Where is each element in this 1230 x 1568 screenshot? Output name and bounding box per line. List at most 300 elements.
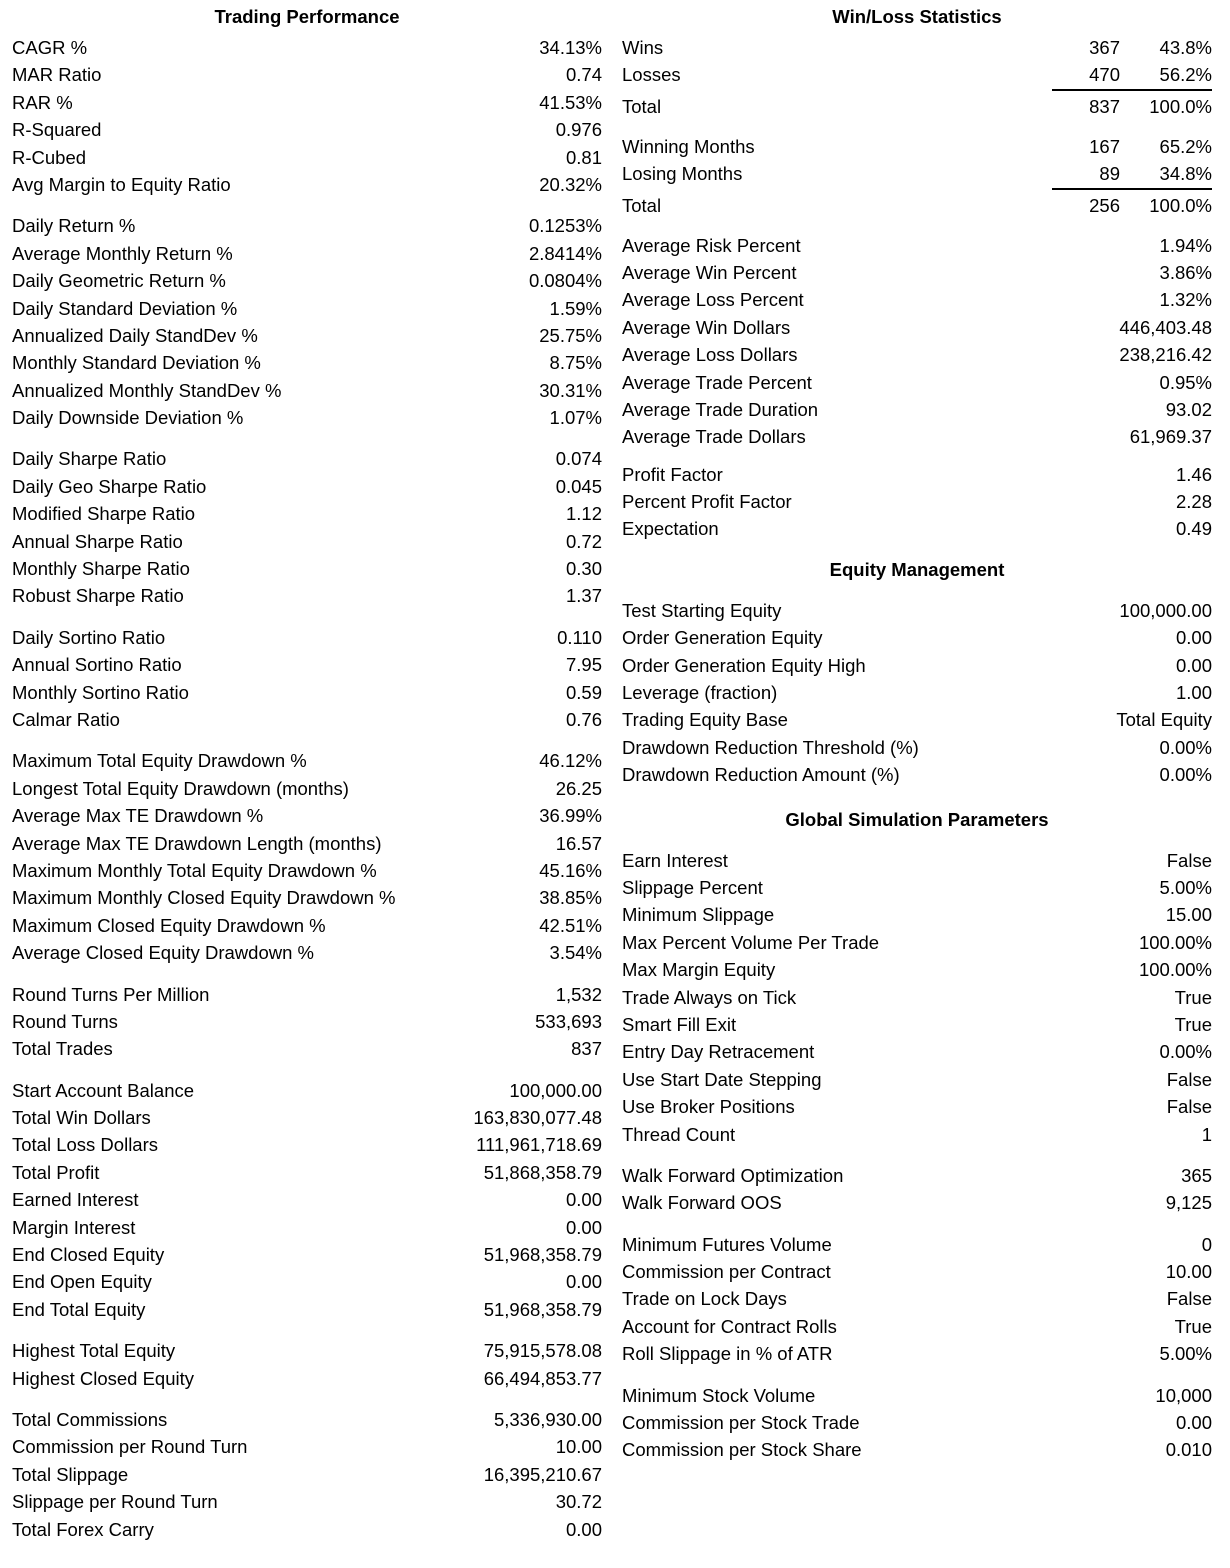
count-number: 470: [1089, 64, 1120, 86]
stat-value: 1.00: [1175, 682, 1212, 704]
stat-row: [12, 706, 602, 733]
stat-label: Daily Standard Deviation %: [12, 297, 238, 319]
stat-row: [622, 761, 1212, 788]
stat-row: [12, 295, 602, 322]
count-row: [622, 133, 1212, 160]
stat-value: 51,968,358.79: [483, 1298, 602, 1320]
stat-label: Commission per Stock Trade: [622, 1412, 860, 1434]
stat-value: 75,915,578.08: [483, 1340, 602, 1362]
stat-row: [622, 652, 1212, 679]
stat-value: 2.28: [1175, 491, 1212, 513]
stat-row: [12, 775, 602, 802]
stat-value: 0.00: [565, 1216, 602, 1238]
stat-value: 163,830,077.48: [473, 1107, 602, 1129]
stat-label: Leverage (fraction): [622, 682, 778, 704]
stat-row: [12, 240, 602, 267]
equity-management-body: [622, 587, 1212, 789]
stat-label: Annualized Daily StandDev %: [12, 324, 258, 346]
count-percent: 65.2%: [1159, 135, 1212, 157]
stat-value: 0.00: [565, 1518, 602, 1540]
count-number: 367: [1089, 37, 1120, 58]
stat-row: [12, 1008, 602, 1035]
stat-value: 9,125: [1165, 1192, 1212, 1214]
stat-value: 0.76: [565, 708, 602, 730]
stat-value: 38.85%: [539, 887, 602, 909]
stat-label: Total Slippage: [12, 1463, 129, 1485]
equity-management-title: Equity Management: [829, 558, 1005, 580]
stat-row: [622, 1285, 1212, 1312]
stat-label: Slippage Percent: [622, 876, 763, 898]
stat-label: Slippage per Round Turn: [12, 1491, 218, 1513]
stat-label: RAR %: [12, 91, 73, 113]
stat-label: Percent Profit Factor: [622, 491, 792, 513]
stat-label: Commission per Contract: [622, 1261, 831, 1283]
stat-row: [622, 1189, 1212, 1216]
stat-label: Order Generation Equity: [622, 627, 823, 649]
stat-row: [12, 1241, 602, 1268]
stat-value: 41.53%: [539, 91, 602, 113]
stat-value: 446,403.48: [1119, 316, 1212, 338]
stat-row: [12, 404, 602, 431]
stat-value: 0.49: [1175, 518, 1212, 540]
stat-row: [622, 1340, 1212, 1367]
stat-label: Average Trade Duration: [622, 398, 819, 420]
stat-label: Calmar Ratio: [12, 708, 120, 730]
stat-row: [622, 734, 1212, 761]
trading-performance-panel: [12, 0, 602, 1543]
count-number: 256: [1089, 194, 1120, 216]
stat-row: [12, 528, 602, 555]
stat-value: 42.51%: [539, 914, 602, 936]
stat-value: 5.00%: [1159, 1343, 1212, 1365]
stat-value: 16,395,210.67: [483, 1463, 602, 1485]
stat-label: Total Commissions: [12, 1408, 168, 1430]
stat-row: [622, 1382, 1212, 1409]
stat-label: Average Win Percent: [622, 261, 797, 283]
stat-label: Drawdown Reduction Threshold (%): [622, 736, 919, 758]
stat-row: [622, 314, 1212, 341]
stat-label: Average Loss Dollars: [622, 344, 798, 366]
stat-value: 10,000: [1155, 1384, 1212, 1406]
stat-label: MAR Ratio: [12, 64, 102, 86]
stat-label: Total Win Dollars: [12, 1107, 151, 1129]
stat-row: [12, 445, 602, 472]
stat-label: Expectation: [622, 518, 719, 540]
stat-row: [622, 874, 1212, 901]
stat-label: Drawdown Reduction Amount (%): [622, 764, 900, 786]
right-panel: [622, 0, 1212, 1464]
stat-value: 45.16%: [539, 859, 602, 881]
stat-row: [622, 1066, 1212, 1093]
stat-row: [12, 1268, 602, 1295]
stat-value: 7.95: [565, 654, 602, 676]
stat-value: 0.045: [555, 475, 602, 497]
stat-value: 2.8414%: [528, 242, 602, 264]
stat-label: Monthly Sharpe Ratio: [12, 558, 190, 580]
stat-label: CAGR %: [12, 37, 88, 58]
stat-value: 0.00: [565, 1271, 602, 1293]
stat-value: 0.00: [1175, 654, 1212, 676]
stat-label: Highest Total Equity: [12, 1340, 176, 1362]
stat-value: 51,868,358.79: [483, 1161, 602, 1183]
count-row: [622, 91, 1212, 123]
stat-label: Commission per Stock Share: [622, 1439, 862, 1461]
count-percent: 56.2%: [1159, 64, 1212, 86]
stat-value: 0.00: [1175, 1412, 1212, 1434]
stat-row: [12, 679, 602, 706]
stat-row: [622, 679, 1212, 706]
stat-label: Minimum Stock Volume: [622, 1384, 816, 1406]
stat-row: [622, 1011, 1212, 1038]
stat-row: [622, 847, 1212, 874]
stat-row: [622, 259, 1212, 286]
stat-label: Total Profit: [12, 1161, 100, 1183]
count-number: 89: [1099, 163, 1120, 185]
stat-label: Average Max TE Drawdown %: [12, 805, 264, 827]
stat-label: Annual Sortino Ratio: [12, 654, 182, 676]
stat-value: 0.74: [565, 64, 602, 86]
stat-row: [622, 956, 1212, 983]
stat-value: 34.13%: [539, 37, 602, 58]
stat-row: [12, 1516, 602, 1543]
global-sim-title: Global Simulation Parameters: [785, 808, 1049, 830]
stat-label: Monthly Sortino Ratio: [12, 681, 189, 703]
stat-value: 10.00: [555, 1436, 602, 1458]
stat-value: 30.72: [555, 1491, 602, 1513]
stat-row: [12, 651, 602, 678]
stat-value: 238,216.42: [1119, 344, 1212, 366]
stat-row: [622, 461, 1212, 488]
stat-row: [622, 1038, 1212, 1065]
count-values: [1052, 34, 1212, 61]
count-values: [1052, 160, 1212, 187]
stat-label: Daily Geometric Return %: [12, 270, 226, 292]
stat-value: 1.46: [1175, 463, 1212, 485]
stat-row: [622, 901, 1212, 928]
stat-row: [622, 1436, 1212, 1463]
stat-value: False: [1166, 1288, 1212, 1310]
stat-value: True: [1174, 1315, 1212, 1337]
stat-row: [12, 830, 602, 857]
stat-label: End Open Equity: [12, 1271, 152, 1293]
count-row: [622, 190, 1212, 222]
stat-label: Daily Sortino Ratio: [12, 626, 166, 648]
stat-row: [622, 1121, 1212, 1148]
stat-label: Minimum Slippage: [622, 904, 775, 926]
stat-label: Thread Count: [622, 1123, 736, 1145]
stat-label: Order Generation Equity High: [622, 654, 866, 676]
stat-value: True: [1174, 1013, 1212, 1035]
stat-value: 0.95%: [1159, 371, 1212, 393]
stat-value: 1.59%: [549, 297, 602, 319]
stat-label: Max Margin Equity: [622, 959, 776, 981]
count-values: [1052, 91, 1212, 123]
stat-value: 111,961,718.69: [476, 1134, 602, 1156]
stat-value: 533,693: [535, 1010, 602, 1032]
stat-value: 10.00: [1165, 1261, 1212, 1283]
stat-label: Monthly Standard Deviation %: [12, 352, 261, 374]
stat-label: Trading Equity Base: [622, 709, 788, 731]
count-percent: 100.0%: [1149, 95, 1212, 117]
stat-value: 837: [571, 1038, 602, 1060]
stat-value: 0: [1201, 1233, 1212, 1255]
stat-row: [12, 1337, 602, 1364]
stat-value: 1,532: [555, 983, 602, 1005]
stat-row: [622, 396, 1212, 423]
stat-value: 1.94%: [1159, 234, 1212, 256]
stat-value: 0.00%: [1159, 736, 1212, 758]
stat-value: 100.00%: [1138, 931, 1212, 953]
stat-value: 0.110: [557, 626, 602, 648]
count-row: [622, 61, 1212, 88]
stat-row: [12, 212, 602, 239]
stat-row: [12, 1159, 602, 1186]
stat-row: [12, 1214, 602, 1241]
stat-row: [622, 624, 1212, 651]
stat-value: 0.59: [565, 681, 602, 703]
stat-row: [622, 929, 1212, 956]
stat-row: [12, 1077, 602, 1104]
count-label: Losses: [622, 64, 681, 86]
stat-row: [12, 500, 602, 527]
stat-row: [12, 377, 602, 404]
stat-label: Max Percent Volume Per Trade: [622, 931, 880, 953]
stat-row: [12, 582, 602, 609]
stat-row: [622, 597, 1212, 624]
stat-value: 1: [1201, 1123, 1212, 1145]
stat-row: [12, 1406, 602, 1433]
stat-value: 0.0804%: [528, 270, 602, 292]
stat-label: Longest Total Equity Drawdown (months): [12, 777, 349, 799]
stat-row: [12, 884, 602, 911]
stat-label: Annualized Monthly StandDev %: [12, 379, 282, 401]
stat-row: [12, 555, 602, 582]
stat-row: [12, 857, 602, 884]
stat-row: [12, 267, 602, 294]
stat-value: 15.00: [1165, 904, 1212, 926]
win-loss-body: [622, 34, 1212, 543]
stat-row: [12, 1365, 602, 1392]
count-values: [1052, 190, 1212, 222]
stat-value: 0.074: [555, 448, 602, 470]
stat-row: [12, 1433, 602, 1460]
stat-label: Profit Factor: [622, 463, 723, 485]
stat-label: Average Closed Equity Drawdown %: [12, 942, 314, 964]
stat-label: Walk Forward OOS: [622, 1192, 782, 1214]
stat-label: Test Starting Equity: [622, 599, 782, 621]
stat-value: 0.00%: [1159, 764, 1212, 786]
stat-row: [622, 423, 1212, 450]
stat-value: 51,968,358.79: [483, 1244, 602, 1266]
stat-row: [622, 286, 1212, 313]
stat-label: Daily Geo Sharpe Ratio: [12, 475, 207, 497]
stat-label: Margin Interest: [12, 1216, 136, 1238]
stat-value: 93.02: [1165, 398, 1212, 420]
stat-row: [622, 1231, 1212, 1258]
stat-value: 1.12: [565, 503, 602, 525]
stat-value: True: [1174, 986, 1212, 1008]
stat-value: 3.86%: [1159, 261, 1212, 283]
stat-value: 61,969.37: [1129, 426, 1212, 448]
count-number: 837: [1089, 95, 1120, 117]
stat-label: Maximum Total Equity Drawdown %: [12, 750, 307, 772]
count-label: Winning Months: [622, 135, 755, 157]
stat-row: [12, 1131, 602, 1158]
count-percent: 34.8%: [1159, 163, 1212, 185]
stat-value: 66,494,853.77: [483, 1367, 602, 1389]
stat-label: Average Loss Percent: [622, 289, 804, 311]
stat-label: Total Trades: [12, 1038, 113, 1060]
stat-label: Earn Interest: [622, 849, 728, 871]
stat-label: Average Trade Dollars: [622, 426, 806, 448]
count-row: [622, 34, 1212, 61]
stat-label: Maximum Closed Equity Drawdown %: [12, 914, 326, 936]
stat-value: 0.30: [565, 558, 602, 580]
count-values: [1052, 61, 1212, 88]
stat-label: Average Risk Percent: [622, 234, 801, 256]
stat-row: [12, 802, 602, 829]
stat-value: 1.07%: [549, 407, 602, 429]
count-label: Total: [622, 95, 662, 117]
stat-label: Use Broker Positions: [622, 1096, 795, 1118]
stat-row: [12, 912, 602, 939]
stat-value: 0.00: [1175, 627, 1212, 649]
global-sim-body: [622, 837, 1212, 1464]
stat-label: Round Turns: [12, 1010, 118, 1032]
stat-value: 100,000.00: [509, 1079, 602, 1101]
stat-row: [622, 1409, 1212, 1436]
stat-value: 1.32%: [1159, 289, 1212, 311]
stat-row: [622, 488, 1212, 515]
stat-label: Average Win Dollars: [622, 316, 791, 338]
stat-value: 0.72: [565, 530, 602, 552]
stat-label: Total Forex Carry: [12, 1518, 154, 1540]
count-percent: 43.8%: [1159, 37, 1212, 58]
stat-value: 30.31%: [539, 379, 602, 401]
stat-row: [12, 116, 602, 143]
stat-row: [622, 369, 1212, 396]
stat-label: Daily Sharpe Ratio: [12, 448, 167, 470]
stat-label: Avg Margin to Equity Ratio: [12, 173, 231, 195]
stat-label: Maximum Monthly Total Equity Drawdown %: [12, 859, 377, 881]
count-label: Wins: [622, 37, 664, 58]
stat-value: 0.010: [1165, 1439, 1212, 1461]
count-number: 167: [1089, 135, 1120, 157]
count-row: [622, 160, 1212, 187]
stat-value: 3.54%: [549, 942, 602, 964]
stat-label: Walk Forward Optimization: [622, 1164, 844, 1186]
stat-label: Annual Sharpe Ratio: [12, 530, 183, 552]
stat-row: [622, 232, 1212, 259]
stat-label: Average Max TE Drawdown Length (months): [12, 832, 382, 854]
count-label: Total: [622, 194, 662, 216]
stat-value: 25.75%: [539, 324, 602, 346]
stat-row: [12, 89, 602, 116]
stat-label: Roll Slippage in % of ATR: [622, 1343, 833, 1365]
stat-row: [12, 1186, 602, 1213]
stat-row: [12, 171, 602, 198]
stat-row: [12, 1461, 602, 1488]
stat-value: 16.57: [555, 832, 602, 854]
stat-label: Entry Day Retracement: [622, 1041, 815, 1063]
stat-label: R-Squared: [12, 119, 102, 141]
stat-value: 0.81: [565, 146, 602, 168]
count-label: Losing Months: [622, 163, 743, 185]
stat-label: Start Account Balance: [12, 1079, 195, 1101]
stat-row: [12, 1035, 602, 1062]
trading-performance-title: Trading Performance: [214, 6, 400, 27]
stat-label: Smart Fill Exit: [622, 1013, 737, 1035]
stat-row: [622, 1093, 1212, 1120]
stat-row: [12, 981, 602, 1008]
stat-value: 46.12%: [539, 750, 602, 772]
stat-value: 5.00%: [1159, 876, 1212, 898]
stat-row: [12, 34, 602, 61]
stat-value: False: [1166, 849, 1212, 871]
stat-label: End Closed Equity: [12, 1244, 165, 1266]
win-loss-title: Win/Loss Statistics: [832, 6, 1002, 27]
stat-value: 20.32%: [539, 173, 602, 195]
stat-row: [622, 341, 1212, 368]
stat-label: Daily Downside Deviation %: [12, 407, 244, 429]
stat-value: 0.1253%: [528, 215, 602, 237]
stat-label: Earned Interest: [12, 1189, 139, 1211]
count-values: [1052, 133, 1212, 160]
stat-value: 1.37: [565, 585, 602, 607]
stat-value: 0.00%: [1159, 1041, 1212, 1063]
stat-label: Modified Sharpe Ratio: [12, 503, 196, 525]
stat-label: Round Turns Per Million: [12, 983, 210, 1005]
stat-label: Average Monthly Return %: [12, 242, 233, 264]
stat-label: Trade on Lock Days: [622, 1288, 787, 1310]
stat-row: [12, 349, 602, 376]
stat-row: [12, 144, 602, 171]
stat-row: [622, 1162, 1212, 1189]
stat-row: [622, 1258, 1212, 1285]
stat-row: [622, 1313, 1212, 1340]
stat-label: Robust Sharpe Ratio: [12, 585, 184, 607]
stat-label: Account for Contract Rolls: [622, 1315, 837, 1337]
stat-label: Highest Closed Equity: [12, 1367, 195, 1389]
stat-row: [12, 624, 602, 651]
stat-value: 36.99%: [539, 805, 602, 827]
stat-row: [12, 1296, 602, 1323]
stat-row: [12, 939, 602, 966]
stat-label: Minimum Futures Volume: [622, 1233, 832, 1255]
stat-row: [622, 706, 1212, 733]
stat-value: False: [1166, 1096, 1212, 1118]
stat-value: 5,336,930.00: [493, 1408, 602, 1430]
stat-value: 100,000.00: [1119, 599, 1212, 621]
stat-row: [12, 747, 602, 774]
stat-value: 0.00: [565, 1189, 602, 1211]
trading-performance-body: [12, 34, 602, 1543]
stat-label: Total Loss Dollars: [12, 1134, 159, 1156]
stat-value: 0.976: [555, 119, 602, 141]
stat-value: False: [1166, 1068, 1212, 1090]
stat-label: End Total Equity: [12, 1298, 146, 1320]
stat-value: 26.25: [555, 777, 602, 799]
stat-label: Use Start Date Stepping: [622, 1068, 822, 1090]
stat-label: R-Cubed: [12, 146, 87, 168]
stat-label: Commission per Round Turn: [12, 1436, 248, 1458]
stat-label: Maximum Monthly Closed Equity Drawdown %: [12, 887, 396, 909]
stat-value: 365: [1181, 1164, 1212, 1186]
stat-label: Daily Return %: [12, 215, 136, 237]
count-percent: 100.0%: [1149, 194, 1212, 216]
stat-row: [12, 61, 602, 88]
stat-row: [12, 473, 602, 500]
